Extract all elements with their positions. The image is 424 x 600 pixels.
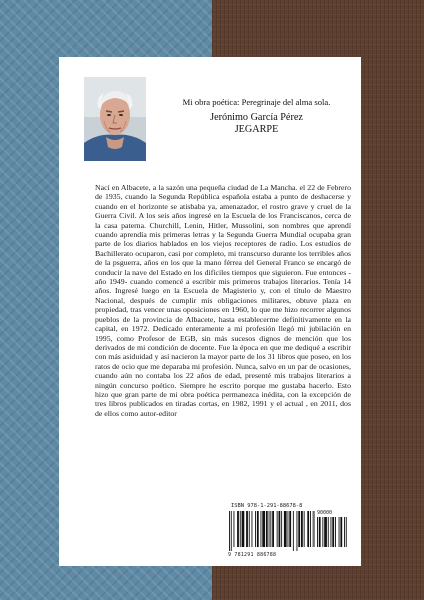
barcode-bar [313, 511, 314, 547]
barcode-bar [288, 511, 289, 547]
author-name: Jerónimo García Pérez [210, 112, 303, 123]
barcode-bar [269, 511, 270, 547]
barcode-bar [289, 511, 291, 547]
motto-line: Mi obra poética: Peregrinaje del alma sola. [182, 97, 331, 107]
barcode-bar [315, 511, 316, 547]
barcode-bar [242, 511, 245, 547]
barcode-bar [231, 511, 232, 551]
barcode-bar [331, 517, 332, 547]
barcode-bar [293, 511, 294, 551]
barcode-bar [270, 511, 271, 547]
barcode-bar [328, 517, 329, 547]
addon-code: 90000 [317, 510, 333, 516]
author-biography: Nací en Albacete, a la sazón una pequeña ciudad de La Mancha. el 22 de Febrero de 1935, cuando la Segunda República española estaba a punto de deshacerse y cuando en el horizonte se atisbaba ya, amenazador, el rostro grave y cruel de la Guerra Civil. A los seis años ingresé en la Escuela de los Franciscanos, cerca de la casa paterna. Churchill, Lenin, Hitler, Mussolini, son nombres que aprendí cuando aprendía mis primeras letras y la Segunda Guerra Mundial ocupaba gran parte de los diarios hablados en los viejos receptores de radio. Los estudios de Bachillerato ocuparon, casi por completo, mi transcurso durante los terribles años de la psguerra, años en los que la mano férrea del General Franco se encargó de conducir la nave del Estado en los difíciles tiempos que siguieron. Fue entonces -año 1949- cuando comencé a escribir mis primeros trabajos literarios. Tenía 14 años. Ingresé luego en la Escuela de Magisterio y, con el título de Maestro Nacional, después de cumplir mis obligaciones militares, obtuve plaza en propiedad, tras vencer unas oposiciones en 1960, lo que me hizo recorrer algunos pueblos de la provincia de Albacete, hasta establecerme definitivamente en la capital, en 1972. Dedicado enteramente a mi profesión llegó mi jubilación en 1995, como Profesor de EGB, sin más sucesos dignos de mención que los derivados de mi condición de docente. Fue la época en que me dediqué a escribir con más asiduidad y así nacieron la mayor parte de los 31 libros que poseo, en los ratos de ocio que me deparaba mi profesión. Nunca, salvo en un par de ocasiones, cuando aún no contaba los 22 años de edad, presenté mis trabajos literarios a ningún concurso poético. Siempre he escrito porque me gustaba hacerlo. Esto hizo que gran parte de mi obra poética permanezca inédita, con la excepción de tres libros publicados en tiradas cortas, en 1982, 1991 y el actual , en 2011, dos de ellos como autor-editor [95, 183, 351, 418]
barcode-bar [252, 511, 253, 547]
author-alias: JEGARPE [234, 124, 279, 135]
barcode-bar [277, 511, 278, 547]
isbn-label: ISBN 978-1-291-88678-8 [231, 503, 303, 509]
barcode-bar [261, 511, 262, 547]
barcode-bar [340, 517, 342, 547]
barcode-bar [298, 511, 300, 547]
barcode-bar [346, 517, 347, 547]
barcode-bar [284, 511, 287, 547]
barcode-bar [317, 517, 318, 547]
barcode-bar [240, 511, 241, 547]
author-portrait-image [84, 77, 146, 161]
barcode-bar [301, 511, 303, 547]
barcode-bar [234, 511, 235, 547]
barcode-bar [307, 511, 309, 547]
barcode-bar [281, 511, 282, 547]
barcode-bar [335, 517, 336, 547]
back-cover-panel [59, 57, 361, 566]
barcode-bar [272, 511, 274, 547]
barcode-bar [344, 517, 345, 547]
addon-barcode-bars [317, 517, 349, 551]
barcode-bar [319, 517, 321, 547]
barcode-bar [246, 511, 248, 547]
author-photo [84, 77, 146, 161]
ean-barcode-bars [229, 511, 315, 551]
barcode-bar [229, 511, 230, 551]
barcode-bar [322, 517, 323, 547]
barcode-bar [249, 511, 250, 547]
barcode-bar [279, 511, 281, 547]
barcode-bar [304, 511, 305, 547]
barcode-bar [332, 517, 334, 547]
barcode-bar [266, 511, 268, 547]
barcode-bar [255, 511, 256, 547]
barcode-bar [310, 511, 311, 547]
barcode-bar [339, 517, 340, 547]
isbn-barcode [225, 503, 353, 559]
barcode-bar [257, 511, 259, 547]
barcode-bar [297, 511, 298, 551]
barcode-digits: 9 781291 886788 [228, 552, 277, 558]
barcode-bar [262, 511, 265, 547]
barcode-bar [324, 517, 327, 547]
barcode-bar [237, 511, 239, 547]
